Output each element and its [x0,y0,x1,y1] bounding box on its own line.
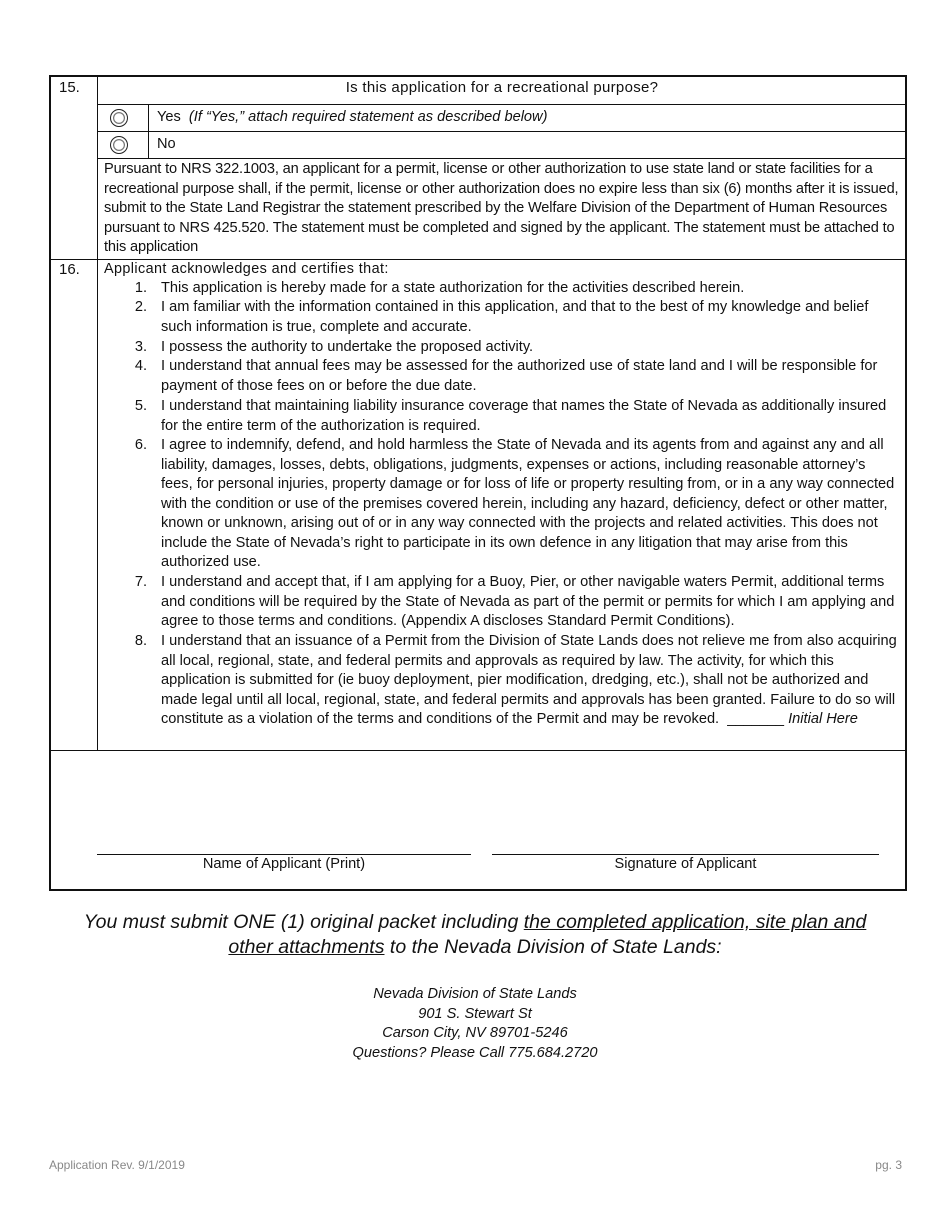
ack-item-number: 1. [134,280,147,296]
ack-item-text: This application is hereby made for a state authorization for the activities described herein. [161,280,745,296]
signature-label: Signature of Applicant [614,856,757,872]
no-radio[interactable] [110,136,128,154]
instruction-underlined-1: the completed application, site plan and [523,911,867,933]
ack-item-number: 5. [134,398,147,414]
row-divider [50,750,906,751]
ack-item-number: 4. [134,358,147,374]
address-line-3: Carson City, NV 89701-5246 [382,1025,568,1041]
name-label: Name of Applicant (Print) [202,856,366,872]
ack-item-text [161,632,899,730]
address-block [200,985,750,1063]
yes-radio[interactable] [110,109,128,127]
initial-label: Initial Here [788,711,858,727]
ack-item-text: I understand that maintaining liability insurance coverage that names the State of Nevada as additionally insured for the entire term of the authorization is required. [161,398,887,434]
ack-item-number: 3. [134,339,147,355]
q16-heading: Applicant acknowledges and certifies that: [104,261,389,277]
page-number: pg. 3 [875,1158,902,1172]
phone-line: Questions? Please Call 775.684.2720 [352,1044,598,1061]
ack-item-number: 7. [134,574,147,590]
ack-item-text: I understand that annual fees may be assessed for the authorized use of state land and I will be responsible for payment of those fees on or before the due date. [161,358,878,394]
instruction-prefix: You must submit ONE (1) original packet including [83,911,524,933]
instruction-suffix: to the Nevada Division of State Lands: [384,936,722,958]
address-line-2: 901 S. Stewart St [418,1005,532,1022]
row-divider [97,158,906,159]
ack-item-number: 6. [134,437,147,453]
ack-item-number: 2. [134,299,147,315]
ack-item-text: I understand and accept that, if I am applying for a Buoy, Pier, or other navigable waters Permit, additional terms and conditions will be required by the State of Nevada as part of the permit or permits for which I am applying and agree to those terms and conditions. (Appendix A discloses Standard Permit Conditions). [161,574,895,629]
ack-item-text: I am familiar with the information contained in this application, and that to the best of my knowledge and belief such information is true, complete and accurate. [161,299,869,335]
number-column-divider [97,75,98,750]
option-no-label: No [157,136,176,152]
row-divider [97,104,906,105]
revision-label: Application Rev. 9/1/2019 [49,1158,185,1172]
ack-item-text: I possess the authority to undertake the proposed activity. [161,339,534,355]
ack-item-text: I agree to indemnify, defend, and hold harmless the State of Nevada and its agents from and against any and all liability, damages, losses, debts, obligations, judgments, expenses or actions, including reasonable attorney’s fees, for personal injuries, property damage or for loss of life or property resulting from, or in a any way connected with the condition or use of the premises covered herein, including any hazard, deficiency, defect or other matter, known or unknown, arising out of or in any way connected with the projects and related activities. This does not include the State of Nevada’s right to participate in its own defence in any litigation that may arise from this authorized use. [161,437,895,570]
q15-statement: Pursuant to NRS 322.1003, an applicant for a permit, license or other authorization to use state land or state facilities for a recreational purpose shall, if the permit, license or other authorization does no expire less than six (6) months after it is issued, submit to the State Land Registrar the statement prescribed by the Welfare Division of the Department of Human Resources pursuant to NRS 425.520. The statement must be completed and signed by the applicant. The statement must be attached to this application [104,161,899,255]
option-column-divider [148,104,149,159]
option-yes-note: (If “Yes,” attach required statement as described below) [188,109,548,125]
q15-question: Is this application for a recreational purpose? [345,79,659,96]
row-divider [97,131,906,132]
option-yes-label: Yes [157,109,181,125]
q16-number: 16. [59,261,80,278]
q15-number: 15. [59,79,80,96]
ack-item-8-text: I understand that an issuance of a Permit from the Division of State Lands does not relieve me from also acquiring all local, regional, state, and federal permits and approvals as required by law. The activity, for which this application is submitted for (ie buoy deployment, pier modification, dredging, etc.), shall not be authorized and made legal until all local, regional, state, and federal permits and approvals has been granted. Failure to do so will constitute as a violation of the terms and conditions of the Permit and may be revoked. [161,633,897,727]
instruction-underlined-2: other attachments [228,936,385,958]
initial-blank[interactable]: _______ [727,711,785,727]
ack-item-number: 8. [134,633,147,649]
option-yes [157,108,547,128]
address-line-1: Nevada Division of State Lands [373,986,577,1002]
submission-instructions [30,910,920,960]
